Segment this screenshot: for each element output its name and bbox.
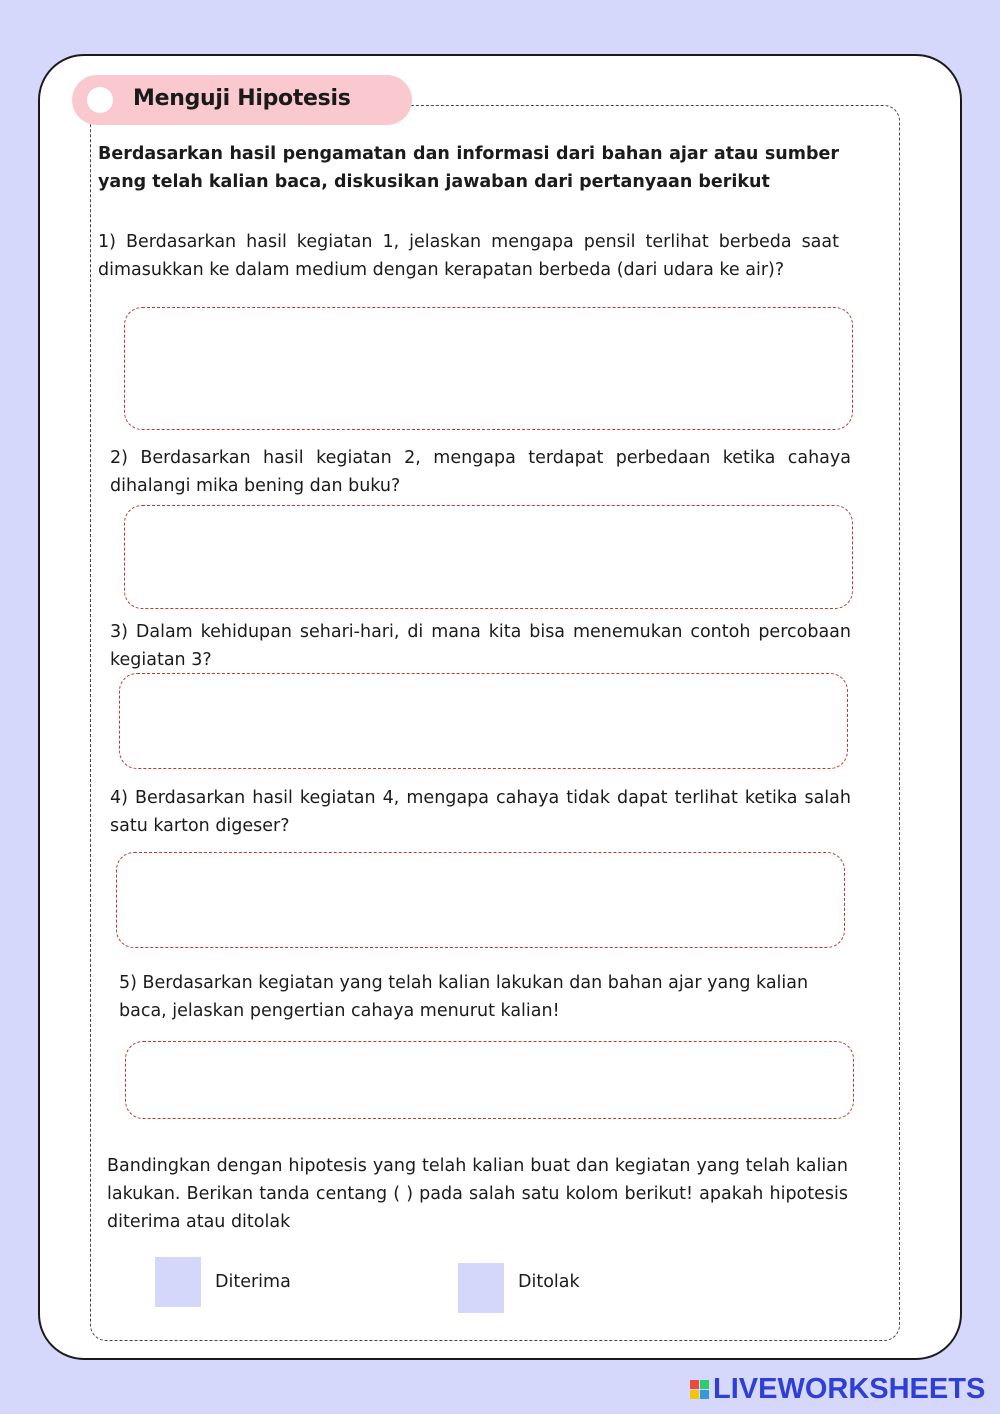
comparison-instructions: Bandingkan dengan hipotesis yang telah kalian buat dan kegiatan yang telah kalian lakukan. Berikan tanda centang ( ) pada salah satu kolom berikut! apakah hipotesis diterima atau ditolak (107, 1156, 848, 1232)
brand-watermark (690, 1372, 985, 1406)
instructions: Berdasarkan hasil pengamatan dan informasi dari bahan ajar atau sumber yang telah kalian baca, diskusikan jawaban dari pertanyaan berikut (98, 144, 839, 192)
checkbox-diterima[interactable] (155, 1257, 201, 1307)
answer-box-5[interactable] (125, 1041, 854, 1119)
label-diterima: Diterima (215, 1272, 291, 1292)
page-title: Menguji Hipotesis (133, 86, 351, 111)
label-ditolak: Ditolak (518, 1272, 580, 1292)
title-bullet-icon (87, 87, 113, 113)
answer-box-3[interactable] (119, 673, 848, 769)
checkbox-ditolak[interactable] (458, 1263, 504, 1313)
liveworksheets-logo-icon (690, 1380, 709, 1399)
question-4: 4) Berdasarkan hasil kegiatan 4, mengapa cahaya tidak dapat terlihat ketika salah satu karton digeser? (110, 788, 851, 836)
question-3: 3) Dalam kehidupan sehari-hari, di mana kita bisa menemukan contoh percobaan kegiatan 3? (110, 622, 851, 670)
question-1: 1) Berdasarkan hasil kegiatan 1, jelaskan mengapa pensil terlihat berbeda saat dimasukkan ke dalam medium dengan kerapatan berbeda (dari udara ke air)? (98, 232, 839, 280)
answer-box-4[interactable] (116, 852, 845, 948)
question-5: 5) Berdasarkan kegiatan yang telah kalian lakukan dan bahan ajar yang kalian baca, jelaskan pengertian cahaya menurut kalian! (119, 973, 809, 1021)
question-2: 2) Berdasarkan hasil kegiatan 2, mengapa terdapat perbedaan ketika cahaya dihalangi mika bening dan buku? (110, 448, 851, 496)
brand-name: LIVEWORKSHEETS (713, 1372, 986, 1405)
answer-box-1[interactable] (124, 307, 853, 430)
answer-box-2[interactable] (124, 505, 853, 609)
